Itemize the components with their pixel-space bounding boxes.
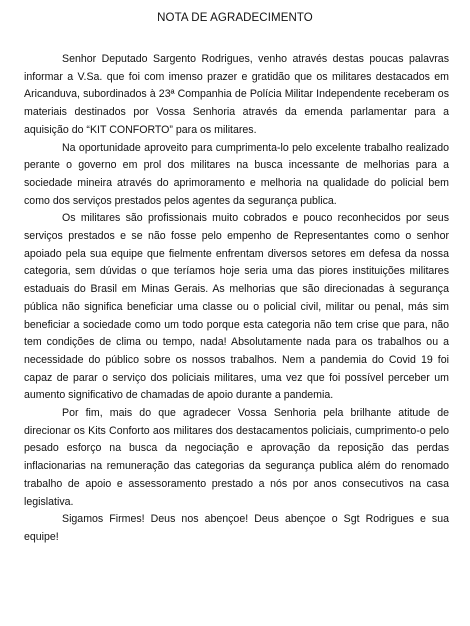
paragraph-blessing: Sigamos Firmes! Deus nos abençoe! Deus abençoe o Sgt Rodrigues e sua equipe! (24, 513, 449, 543)
paragraph-greeting: Senhor Deputado Sargento Rodrigues, venho através destas poucas palavras informar a V.Sa. que foi com imenso prazer e gratidão que os militares destacados em Aricanduva, subordinados à 23ª Companhia de Polícia Militar Independente receberam os materiais destinados por Vossa Senhoria através da emenda parlamentar para a aquisição do “KIT CONFORTO” para os militares. (24, 53, 449, 136)
paragraph-compliments: Na oportunidade aproveito para cumprimenta-lo pelo excelente trabalho realizado perante o governo em prol dos militares na busca incessante de melhorias para a sociedade mineira através do aprimoramento e melhoria na qualidade do policial bem como dos serviços prestados pelos agentes da segurança publica. (24, 141, 449, 207)
document-title: NOTA DE AGRADECIMENTO (157, 12, 313, 24)
paragraph-closing-thanks: Por fim, mais do que agradecer Vossa Senhoria pela brilhante atitude de direcionar os Kits Conforto aos militares dos destacamentos policiais, cumprimento-o pelo pesado esforço na busca da negociação e aprovação da reposição das perdas inflacionarias na remuneração das categorias da segurança publica além do renomado trabalho de apoio e assessoramento prestado a nós por anos consecutivos na casa legislativa. (24, 407, 449, 508)
paragraph-military-recognition: Os militares são profissionais muito cobrados e pouco reconhecidos por seus serviços prestados e se não fosse pelo empenho de Representantes como o senhor apoiado pela sua equipe que fielmente enfrentam diversos setores em defesa da nossa categoria, sem dúvidas o que teríamos hoje seria uma das piores instituições militares estaduais do Brasil em Minas Gerais. As melhorias que são direcionadas à segurança pública não significa beneficiar uma classe ou o policial civil, militar ou penal, más sim beneficiar a sociedade como um todo porque esta categoria não tem crise que para, não tem condições de clima ou tempo, nada! Absolutamente nada para os trabalhos ou a necessidade do público sobre os nossos trabalhos. Nem a pandemia do Covid 19 foi capaz de parar o serviço dos policiais militares, uma vez que foi possível perceber um aumento significativo de chamadas de apoio durante a pandemia. (24, 212, 449, 402)
document-body (24, 51, 449, 547)
